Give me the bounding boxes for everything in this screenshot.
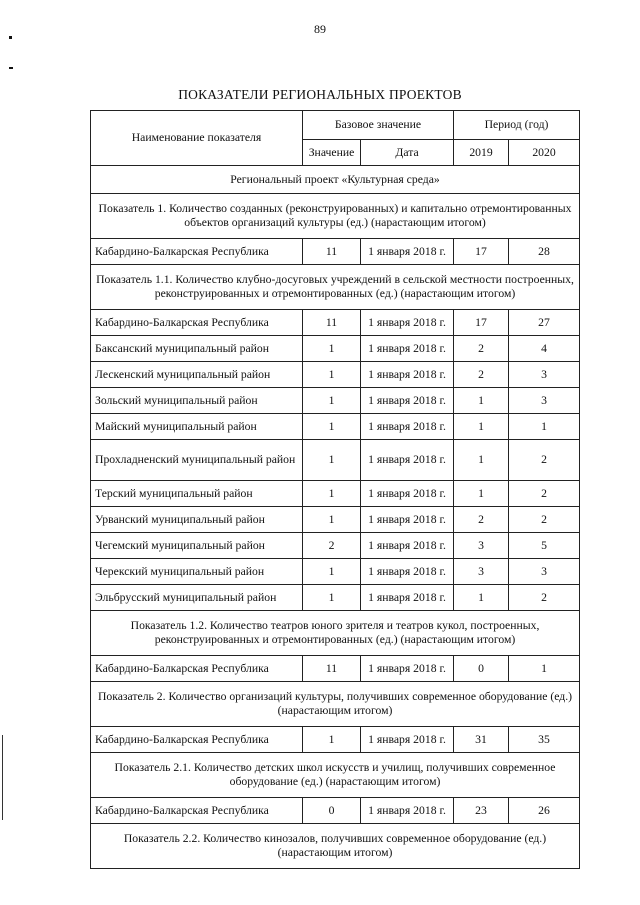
row-date: 1 января 2018 г. [361,362,454,388]
row-name: Кабардино-Балкарская Республика [91,310,303,336]
table-row [91,533,580,559]
row-2019: 31 [454,727,509,753]
row-name: Майский муниципальный район [91,414,303,440]
row-2020: 1 [509,656,580,682]
indicator-2-2: Показатель 2.2. Количество кинозалов, получивших современное оборудование (ед.) (нарастающим итогом) [91,824,580,869]
row-2019: 17 [454,310,509,336]
table-row [91,559,580,585]
row-value: 11 [303,310,361,336]
row-2019: 1 [454,481,509,507]
table-row [91,798,580,824]
row-2019: 1 [454,414,509,440]
row-date: 1 января 2018 г. [361,533,454,559]
header-value: Значение [303,140,361,166]
header-year-2019: 2019 [454,140,509,166]
project-row [91,166,580,194]
row-2020: 4 [509,336,580,362]
row-2020: 2 [509,507,580,533]
table-row [91,440,580,481]
row-value: 1 [303,585,361,611]
row-2019: 23 [454,798,509,824]
header-base-value: Базовое значение [303,111,454,140]
row-name: Кабардино-Балкарская Республика [91,798,303,824]
table-row [91,414,580,440]
row-name: Чегемский муниципальный район [91,533,303,559]
row-2020: 1 [509,414,580,440]
header-name: Наименование показателя [91,111,303,166]
table-row [91,388,580,414]
indicators-table [90,110,580,869]
row-2019: 3 [454,559,509,585]
row-2020: 26 [509,798,580,824]
row-name: Урванский муниципальный район [91,507,303,533]
row-value: 11 [303,656,361,682]
row-value: 0 [303,798,361,824]
row-date: 1 января 2018 г. [361,727,454,753]
row-value: 1 [303,727,361,753]
row-value: 1 [303,362,361,388]
row-2019: 1 [454,585,509,611]
row-2020: 2 [509,585,580,611]
table-row [91,336,580,362]
header-period: Период (год) [454,111,580,140]
row-2019: 2 [454,362,509,388]
row-value: 1 [303,414,361,440]
row-name: Лескенский муниципальный район [91,362,303,388]
row-2019: 1 [454,440,509,481]
row-name: Кабардино-Балкарская Республика [91,239,303,265]
row-2019: 17 [454,239,509,265]
scan-edge-line [2,735,3,820]
row-date: 1 января 2018 г. [361,440,454,481]
row-2020: 2 [509,481,580,507]
scan-mark [9,36,12,39]
table-row [91,507,580,533]
row-value: 2 [303,533,361,559]
row-date: 1 января 2018 г. [361,414,454,440]
row-name: Баксанский муниципальный район [91,336,303,362]
row-2019: 2 [454,336,509,362]
table-header-row [91,111,580,140]
row-value: 1 [303,559,361,585]
row-2020: 35 [509,727,580,753]
indicator-row [91,753,580,798]
row-name: Терский муниципальный район [91,481,303,507]
row-2020: 5 [509,533,580,559]
row-value: 1 [303,336,361,362]
document-title: ПОКАЗАТЕЛИ РЕГИОНАЛЬНЫХ ПРОЕКТОВ [178,87,462,102]
row-date: 1 января 2018 г. [361,481,454,507]
table-row [91,656,580,682]
indicator-row [91,824,580,869]
header-year-2020: 2020 [509,140,580,166]
row-value: 1 [303,481,361,507]
table-row [91,239,580,265]
row-name: Черекский муниципальный район [91,559,303,585]
indicator-1: Показатель 1. Количество созданных (реконструированных) и капитально отремонтированных объектов организаций культуры (ед.) (нарастающим итогом) [91,194,580,239]
row-2020: 2 [509,440,580,481]
indicator-row [91,265,580,310]
row-2020: 3 [509,388,580,414]
row-date: 1 января 2018 г. [361,798,454,824]
row-date: 1 января 2018 г. [361,585,454,611]
indicator-row [91,682,580,727]
row-name: Кабардино-Балкарская Республика [91,656,303,682]
row-date: 1 января 2018 г. [361,388,454,414]
scan-mark [9,67,13,69]
row-name: Кабардино-Балкарская Республика [91,727,303,753]
row-2020: 27 [509,310,580,336]
row-2020: 3 [509,362,580,388]
row-date: 1 января 2018 г. [361,507,454,533]
row-date: 1 января 2018 г. [361,656,454,682]
indicator-1-2: Показатель 1.2. Количество театров юного зрителя и театров кукол, построенных, реконструированных и отремонтированных (ед.) (нарастающим итогом) [91,611,580,656]
row-date: 1 января 2018 г. [361,336,454,362]
row-name: Прохладненский муниципальный район [91,440,303,481]
row-date: 1 января 2018 г. [361,239,454,265]
header-date: Дата [361,140,454,166]
indicator-2-1: Показатель 2.1. Количество детских школ искусств и училищ, получивших современное оборудование (ед.) (нарастающим итогом) [91,753,580,798]
row-2019: 3 [454,533,509,559]
table-row [91,362,580,388]
indicator-1-1: Показатель 1.1. Количество клубно-досуговых учреждений в сельской местности построенных, реконструированных и отремонтированных (ед.) (нарастающим итогом) [91,265,580,310]
table-row [91,585,580,611]
project-title: Региональный проект «Культурная среда» [91,166,580,194]
row-2019: 0 [454,656,509,682]
indicator-row [91,194,580,239]
table-row [91,481,580,507]
page-number: 89 [314,22,326,36]
row-name: Зольский муниципальный район [91,388,303,414]
row-value: 1 [303,440,361,481]
indicator-2: Показатель 2. Количество организаций культуры, получивших современное оборудование (ед.) (нарастающим итогом) [91,682,580,727]
row-date: 1 января 2018 г. [361,310,454,336]
row-value: 1 [303,388,361,414]
indicator-row [91,611,580,656]
row-name: Эльбрусский муниципальный район [91,585,303,611]
row-2020: 28 [509,239,580,265]
row-2020: 3 [509,559,580,585]
row-value: 11 [303,239,361,265]
table-row [91,310,580,336]
row-value: 1 [303,507,361,533]
row-2019: 2 [454,507,509,533]
row-date: 1 января 2018 г. [361,559,454,585]
table-row [91,727,580,753]
row-2019: 1 [454,388,509,414]
